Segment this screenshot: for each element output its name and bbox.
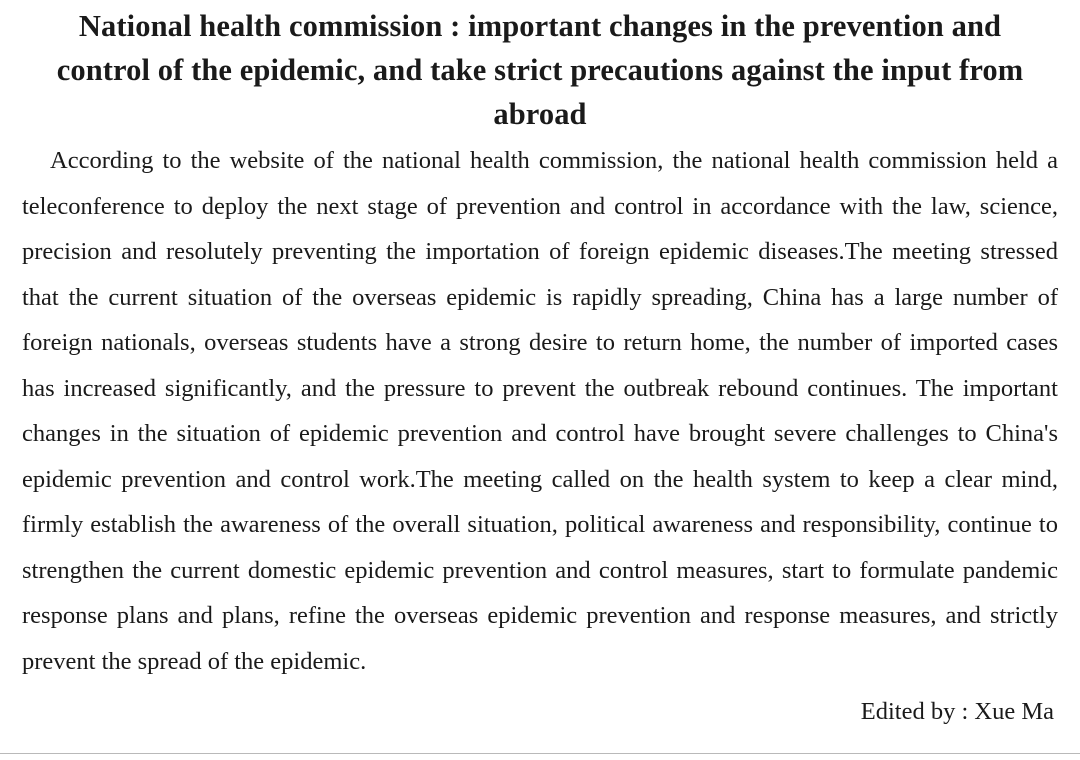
byline: Edited by : Xue Ma <box>860 698 1054 725</box>
page-title: National health commission : important changes in the prevention and control of the epidemic, and take strict precautions against the input from abroad <box>56 9 1024 131</box>
article-body: According to the website of the national health commission, the national health commission held a teleconference to deploy the next stage of prevention and control in accordance with the law, science, precision and resolutely preventing the importation of foreign epidemic diseases.The meeting stressed that the current situation of the overseas epidemic is rapidly spreading, China has a large number of foreign nationals, overseas students have a strong desire to return home, the number of imported cases has increased significantly, and the pressure to prevent the outbreak rebound continues. The important changes in the situation of epidemic prevention and control have brought severe challenges to China's epidemic prevention and control work.The meeting called on the health system to keep a clear mind, firmly establish the awareness of the overall situation, political awareness and responsibility, continue to strengthen the current domestic epidemic prevention and control measures, start to formulate pandemic response plans and plans, refine the overseas epidemic prevention and response measures, and strictly prevent the spread of the epidemic. <box>22 147 1058 675</box>
footer-divider <box>0 753 1080 754</box>
